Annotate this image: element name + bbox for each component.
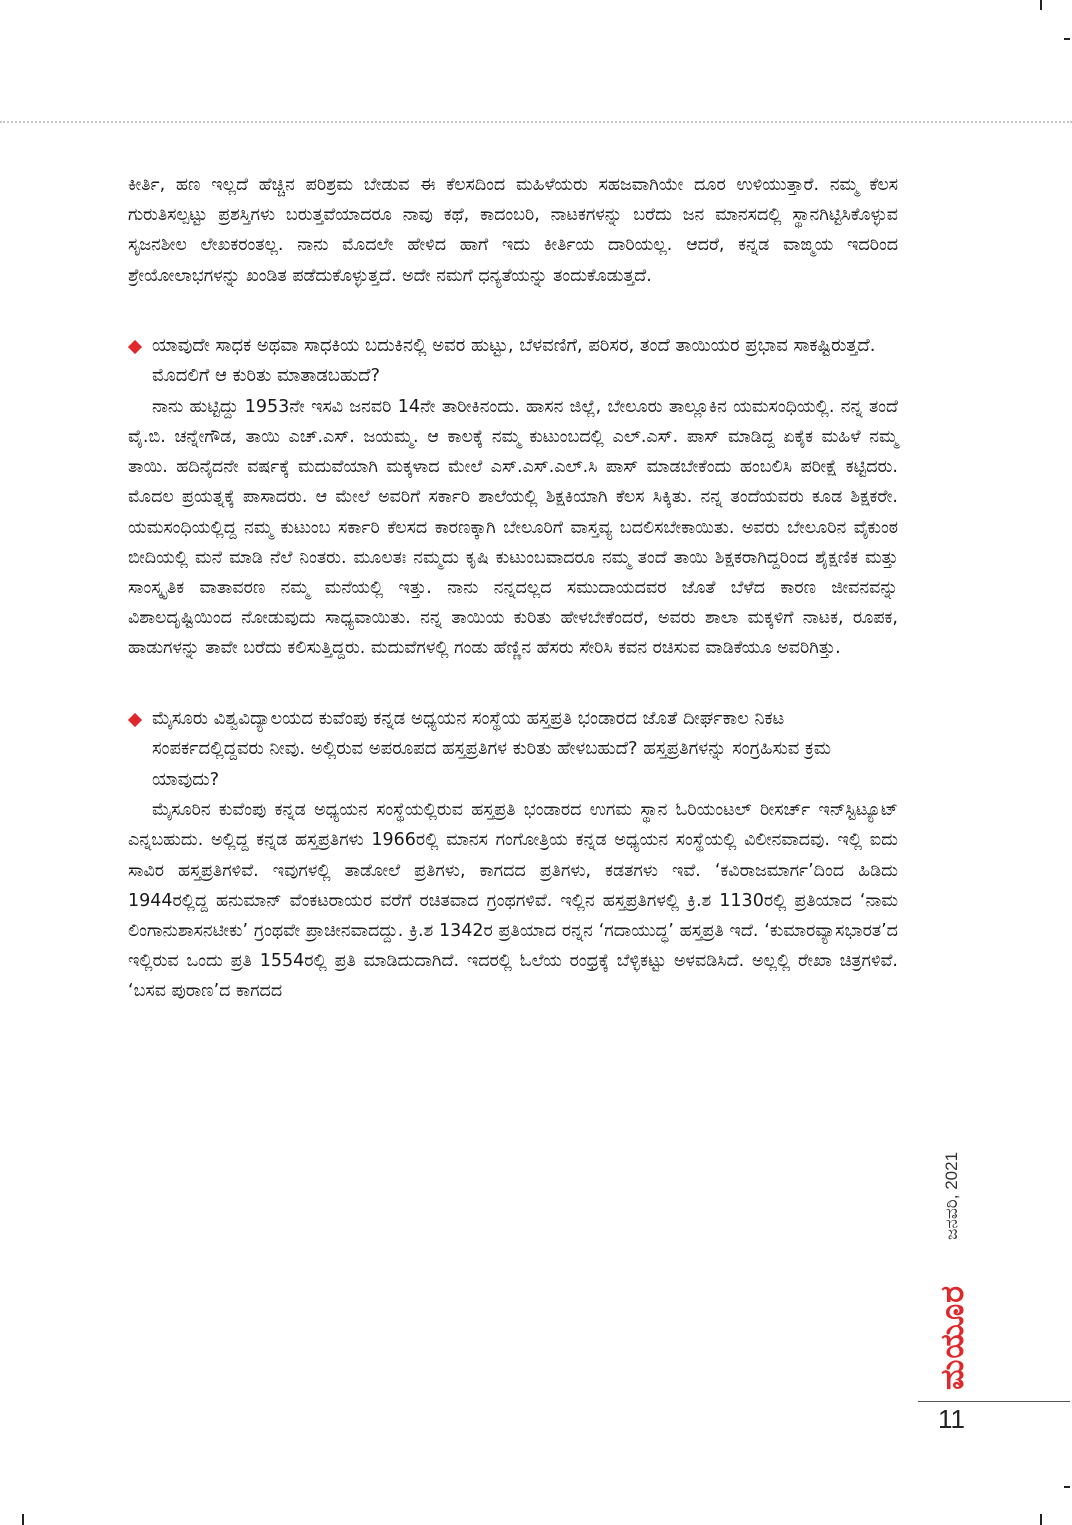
question-2 [128, 704, 898, 796]
issue-date: ಜನವರಿ, 2021 [942, 1151, 961, 1240]
page-number-rule [918, 1401, 1070, 1402]
diamond-bullet-icon [128, 340, 142, 354]
question-1-text: ಯಾವುದೇ ಸಾಧಕ ಅಥವಾ ಸಾಧಕಿಯ ಬದುಕಿನಲ್ಲಿ ಅವರ ಹುಟ್ಟು, ಬೆಳವಣಿಗೆ, ಪರಿಸರ, ತಂದೆ ತಾಯಿಯರ ಪ್ರಭಾವ ಸಾಕಷ್ಟಿರುತ್ತದೆ. ಮೊದಲಿಗೆ ಆ ಕುರಿತು ಮಾತಾಡಬಹುದೆ? [152, 334, 876, 387]
side-banner [932, 1100, 972, 1400]
top-dotted-rule [0, 121, 1072, 123]
crop-mark-bottom-left [22, 1514, 24, 1525]
intro-paragraph: ಕೀರ್ತಿ, ಹಣ ಇಲ್ಲದೆ ಹೆಚ್ಚಿನ ಪರಿಶ್ರಮ ಬೇಡುವ ಈ ಕೆಲಸದಿಂದ ಮಹಿಳೆಯರು ಸಹಜವಾಗಿಯೇ ದೂರ ಉಳಿಯುತ್ತಾರೆ. ನಮ್ಮ ಕೆಲಸ ಗುರುತಿಸಲ್ಪಟ್ಟು ಪ್ರಶಸ್ತಿಗಳು ಬರುತ್ತವೆಯಾದರೂ ನಾವು ಕಥೆ, ಕಾದಂಬರಿ, ನಾಟಕಗಳನ್ನು ಬರೆದು ಜನ ಮಾನಸದಲ್ಲಿ ಸ್ಥಾನಗಿಟ್ಟಿಸಿಕೊಳ್ಳುವ ಸೃಜನಶೀಲ ಲೇಖಕರಂತಲ್ಲ. ನಾನು ಮೊದಲೇ ಹೇಳಿದ ಹಾಗೆ ಇದು ಕೀರ್ತಿಯ ದಾರಿಯಲ್ಲ. ಆದರೆ, ಕನ್ನಡ ವಾಙ್ಮಯ ಇದರಿಂದ ಶ್ರೇಯೋಲಾಭಗಳನ್ನು ಖಂಡಿತ ಪಡೆದುಕೊಳ್ಳುತ್ತದೆ. ಅದೇ ನಮಗೆ ಧನ್ಯತೆಯನ್ನು ತಂದುಕೊಡುತ್ತದೆ. [128, 175, 898, 286]
diamond-bullet-icon [128, 713, 142, 727]
crop-mark-top-right [1040, 0, 1042, 10]
answer-2: ಮೈಸೂರಿನ ಕುವೆಂಪು ಕನ್ನಡ ಅಧ್ಯಯನ ಸಂಸ್ಥೆಯಲ್ಲಿರುವ ಹಸ್ತಪ್ರತಿ ಭಂಡಾರದ ಉಗಮ ಸ್ಥಾನ ಓರಿಯಂಟಲ್ ರೀಸರ್ಚ್ ಇನ್‌ಸ್ಟಿಟ್ಯೂಟ್ ಎನ್ನಬಹುದು. ಅಲ್ಲಿದ್ದ ಕನ್ನಡ ಹಸ್ತಪ್ರತಿಗಳು 1966ರಲ್ಲಿ ಮಾನಸ ಗಂಗೋತ್ರಿಯ ಕನ್ನಡ ಅಧ್ಯಯನ ಸಂಸ್ಥೆಯಲ್ಲಿ ವಿಲೀನವಾದವು. ಇಲ್ಲಿ ಐದು ಸಾವಿರ ಹಸ್ತಪ್ರತಿಗಳಿವೆ. ಇವುಗಳಲ್ಲಿ ತಾಡೋಲೆ ಪ್ರತಿಗಳು, ಕಾಗದದ ಪ್ರತಿಗಳು, ಕಡತಗಳು ಇವೆ. ‘ಕವಿರಾಜಮಾರ್ಗ’ದಿಂದ ಹಿಡಿದು 1944ರಲ್ಲಿದ್ದ ಹನುಮಾನ್ ವೆಂಕಟರಾಯರ ವರೆಗೆ ರಚಿತವಾದ ಗ್ರಂಥಗಳಿವೆ. ಇಲ್ಲಿನ ಹಸ್ತಪ್ರತಿಗಳಲ್ಲಿ ಕ್ರಿ.ಶ 1130ರಲ್ಲಿ ಪ್ರತಿಯಾದ ‘ನಾಮ ಲಿಂಗಾನುಶಾಸನಟೀಕು’ ಗ್ರಂಥವೇ ಪ್ರಾಚೀನವಾದದ್ದು. ಕ್ರಿ.ಶ 1342ರ ಪ್ರತಿಯಾದ ರನ್ನನ ‘ಗದಾಯುದ್ಧ’ ಹಸ್ತಪ್ರತಿ ಇದೆ. ‘ಕುಮಾರವ್ಯಾಸಭಾರತ’ದ ಇಲ್ಲಿರುವ ಒಂದು ಪ್ರತಿ 1554ರಲ್ಲಿ ಪ್ರತಿ ಮಾಡಿದುದಾಗಿದೆ. ಇದರಲ್ಲಿ ಓಲೆಯ ರಂಧ್ರಕ್ಕೆ ಬೆಳ್ಳಿಕಟ್ಟು ಅಳವಡಿಸಿದೆ. ಅಲ್ಲಲ್ಲಿ ರೇಖಾ ಚಿತ್ರಗಳಿವೆ. ‘ಬಸವ ಪುರಾಣ’ದ ಕಾಗದದ [128, 800, 898, 1002]
answer-1: ನಾನು ಹುಟ್ಟಿದ್ದು 1953ನೇ ಇಸವಿ ಜನವರಿ 14ನೇ ತಾರೀಕಿನಂದು. ಹಾಸನ ಜಿಲ್ಲೆ, ಬೇಲೂರು ತಾಲ್ಲೂಕಿನ ಯಮಸಂಧಿಯಲ್ಲಿ. ನನ್ನ ತಂದೆ ವೈ.ಬಿ. ಚನ್ನೇಗೌಡ, ತಾಯಿ ಎಚ್.ಎಸ್. ಜಯಮ್ಮ. ಆ ಕಾಲಕ್ಕೆ ನಮ್ಮ ಕುಟುಂಬದಲ್ಲಿ ಎಲ್.ಎಸ್. ಪಾಸ್ ಮಾಡಿದ್ದ ಏಕೈಕ ಮಹಿಳೆ ನಮ್ಮ ತಾಯಿ. ಹದಿನೈದನೇ ವರ್ಷಕ್ಕೆ ಮದುವೆಯಾಗಿ ಮಕ್ಕಳಾದ ಮೇಲೆ ಎಸ್.ಎಸ್.ಎಲ್.ಸಿ ಪಾಸ್ ಮಾಡಬೇಕೆಂದು ಹಂಬಲಿಸಿ ಪರೀಕ್ಷೆ ಕಟ್ಟಿದರು. ಮೊದಲ ಪ್ರಯತ್ನಕ್ಕೆ ಪಾಸಾದರು. ಆ ಮೇಲೆ ಅವರಿಗೆ ಸರ್ಕಾರಿ ಶಾಲೆಯಲ್ಲಿ ಶಿಕ್ಷಕಿಯಾಗಿ ಕೆಲಸ ಸಿಕ್ಕಿತು. ನನ್ನ ತಂದೆಯವರು ಕೂಡ ಶಿಕ್ಷಕರೇ. ಯಮಸಂಧಿಯಲ್ಲಿದ್ದ ನಮ್ಮ ಕುಟುಂಬ ಸರ್ಕಾರಿ ಕೆಲಸದ ಕಾರಣಕ್ಕಾಗಿ ಬೇಲೂರಿಗೆ ವಾಸ್ತವ್ಯ ಬದಲಿಸಬೇಕಾಯಿತು. ಅವರು ಬೇಲೂರಿನ ವೈಕುಂಠ ಬೀದಿಯಲ್ಲಿ ಮನೆ ಮಾಡಿ ನೆಲೆ ನಿಂತರು. ಮೂಲತಃ ನಮ್ಮದು ಕೃಷಿ ಕುಟುಂಬವಾದರೂ ನಮ್ಮ ತಂದೆ ತಾಯಿ ಶಿಕ್ಷಕರಾಗಿದ್ದರಿಂದ ಶೈಕ್ಷಣಿಕ ಮತ್ತು ಸಾಂಸ್ಕೃತಿಕ ವಾತಾವರಣ ನಮ್ಮ ಮನೆಯಲ್ಲಿ ಇತ್ತು. ನಾನು ನನ್ನದಲ್ಲದ ಸಮುದಾಯದವರ ಜೊತೆ ಬೆಳೆದ ಕಾರಣ ಜೀವನವನ್ನು ವಿಶಾಲದೃಷ್ಟಿಯಿಂದ ನೋಡುವುದು ಸಾಧ್ಯವಾಯಿತು. ನನ್ನ ತಾಯಿಯ ಕುರಿತು ಹೇಳಬೇಕೆಂದರೆ, ಅವರು ಶಾಲಾ ಮಕ್ಕಳಿಗೆ ನಾಟಕ, ರೂಪಕ, ಹಾಡುಗಳನ್ನು ತಾವೇ ಬರೆದು ಕಲಿಸುತ್ತಿದ್ದರು. ಮದುವೆಗಳಲ್ಲಿ ಗಂಡು ಹೆಣ್ಣಿನ ಹೆಸರು ಸೇರಿಸಿ ಕವನ ರಚಿಸುವ ವಾಡಿಕೆಯೂ ಅವರಿಗಿತ್ತು. [128, 396, 898, 659]
question-1 [128, 331, 898, 392]
crop-mark-top-right-h [1064, 38, 1070, 40]
crop-mark-bottom-right [1040, 1514, 1042, 1525]
question-2-text: ಮೈಸೂರು ವಿಶ್ವವಿದ್ಯಾಲಯದ ಕುವೆಂಪು ಕನ್ನಡ ಅಧ್ಯಯನ ಸಂಸ್ಥೆಯ ಹಸ್ತಪ್ರತಿ ಭಂಡಾರದ ಜೊತೆ ದೀರ್ಘಕಾಲ ನಿಕಟ ಸಂಪರ್ಕದಲ್ಲಿದ್ದವರು ನೀವು. ಅಲ್ಲಿರುವ ಅಪರೂಪದ ಹಸ್ತಪ್ರತಿಗಳ ಕುರಿತು ಹೇಳಬಹುದೆ? ಹಸ್ತಪ್ರತಿಗಳನ್ನು ಸಂಗ್ರಹಿಸುವ ಕ್ರಮ ಯಾವುದು? [152, 707, 832, 790]
crop-mark-bottom-right-h [1064, 1486, 1070, 1488]
page-number: 11 [938, 1404, 965, 1434]
article-body [128, 170, 898, 1007]
magazine-logo: ಮಯೂರ [933, 1284, 971, 1390]
